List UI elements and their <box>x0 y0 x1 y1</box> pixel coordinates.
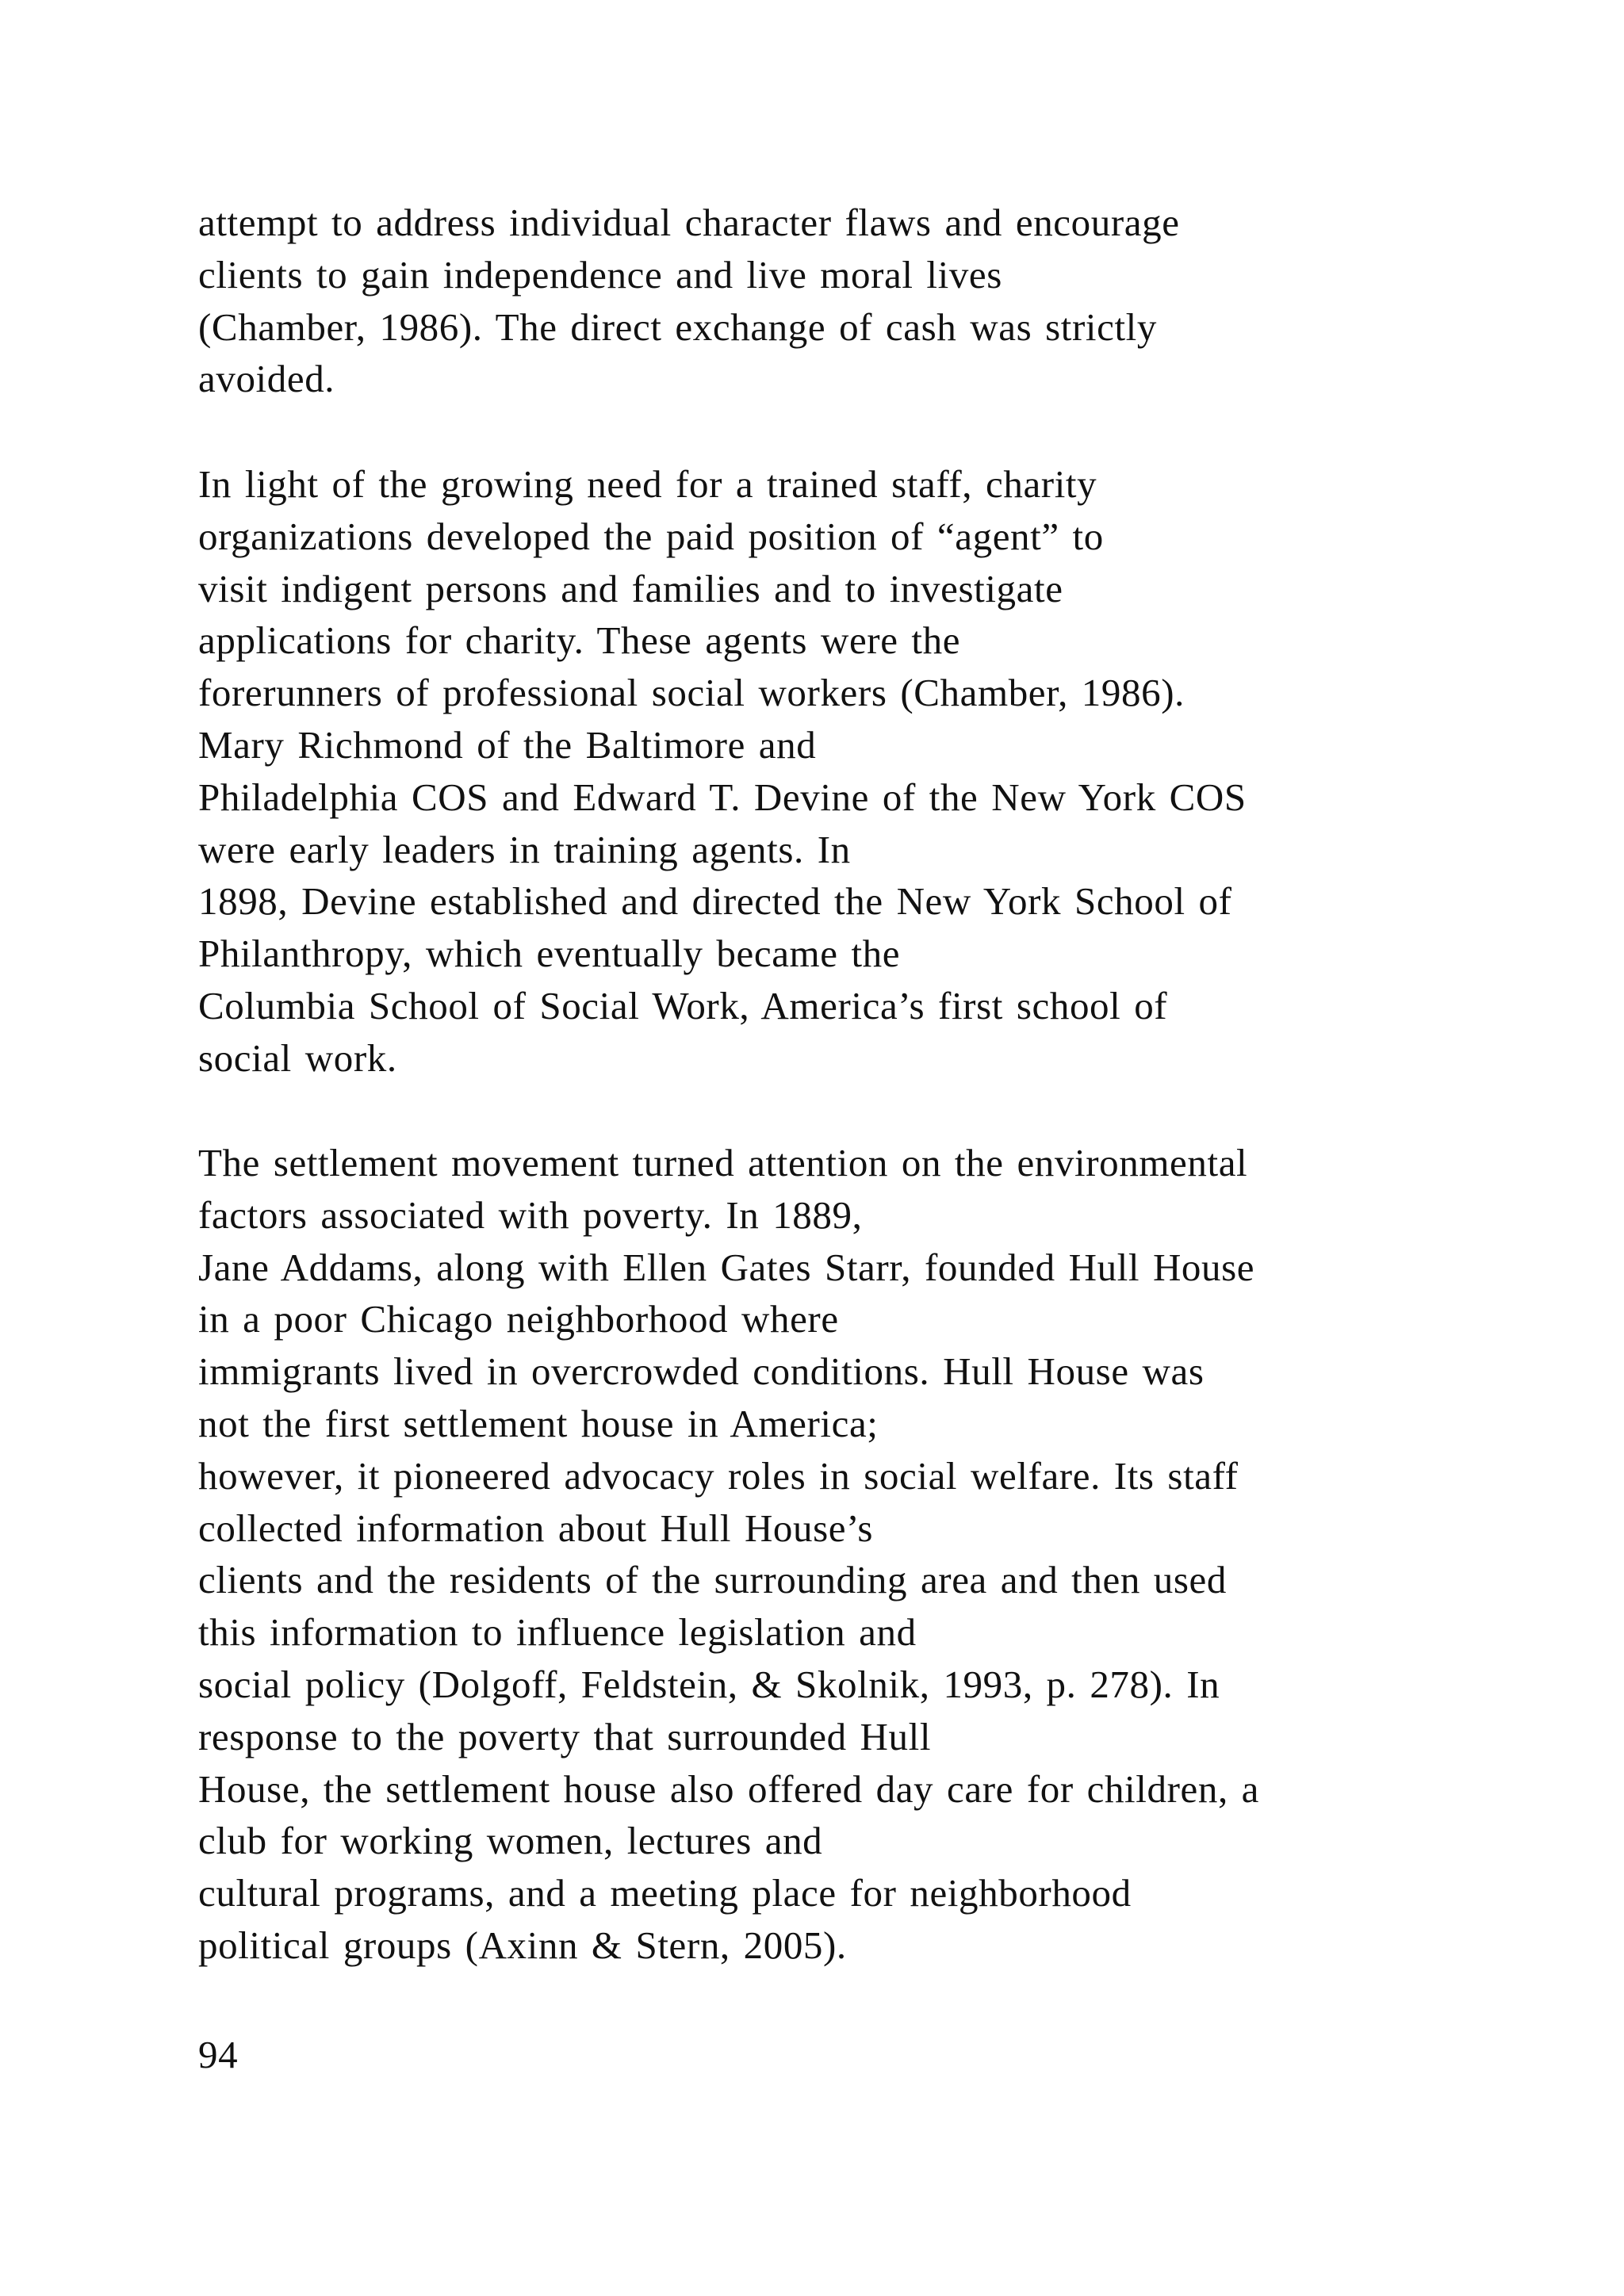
text-line: The settlement movement turned attention on the environmental <box>198 1141 1248 1184</box>
paragraph-3 <box>198 1137 1507 1972</box>
text-line: (Chamber, 1986). The direct exchange of cash was strictly <box>198 304 1157 349</box>
text-line: Jane Addams, along with Ellen Gates Starr, founded Hull House <box>198 1245 1255 1289</box>
text-line: in a poor Chicago neighborhood where <box>198 1297 839 1341</box>
paragraph-1 <box>198 197 1507 405</box>
paragraph-2 <box>198 458 1507 1085</box>
text-line: cultural programs, and a meeting place for neighborhood <box>198 1871 1132 1915</box>
text-line: political groups (Axinn & Stern, 2005). <box>198 1923 847 1967</box>
text-line: visit indigent persons and families and to investigate <box>198 566 1063 610</box>
text-line: not the first settlement house in America; <box>198 1401 879 1445</box>
text-line: Columbia School of Social Work, America’s first school of <box>198 983 1168 1027</box>
text-line: In light of the growing need for a trained staff, charity <box>198 462 1097 506</box>
text-line: House, the settlement house also offered day care for children, a <box>198 1766 1259 1811</box>
text-line: immigrants lived in overcrowded conditions. Hull House was <box>198 1349 1205 1394</box>
text-line: clients and the residents of the surrounding area and then used <box>198 1558 1227 1602</box>
text-line: club for working women, lectures and <box>198 1819 823 1863</box>
text-line: collected information about Hull House’s <box>198 1506 874 1550</box>
text-line: clients to gain independence and live moral lives <box>198 252 1002 297</box>
text-line: avoided. <box>198 357 335 401</box>
page-number: 94 <box>198 2033 239 2076</box>
text-line: social policy (Dolgoff, Feldstein, & Skolnik, 1993, p. 278). In <box>198 1662 1220 1706</box>
text-line: 1898, Devine established and directed the New York School of <box>198 879 1232 924</box>
text-line: however, it pioneered advocacy roles in social welfare. Its staff <box>198 1453 1239 1498</box>
text-line: applications for charity. These agents were the <box>198 618 961 663</box>
text-line: attempt to address individual character flaws and encourage <box>198 201 1180 244</box>
text-line: factors associated with poverty. In 1889, <box>198 1192 863 1237</box>
text-line: response to the poverty that surrounded Hull <box>198 1714 932 1758</box>
text-line: social work. <box>198 1035 397 1080</box>
text-line: this information to influence legislation and <box>198 1610 917 1655</box>
text-line: were early leaders in training agents. In <box>198 827 851 871</box>
text-line: Philanthropy, which eventually became the <box>198 932 901 976</box>
text-line: Philadelphia COS and Edward T. Devine of the New York COS <box>198 775 1247 819</box>
text-line: organizations developed the paid position of “agent” to <box>198 514 1104 558</box>
text-line: forerunners of professional social workers (Chamber, 1986). <box>198 671 1185 715</box>
text-line: Mary Richmond of the Baltimore and <box>198 722 817 767</box>
